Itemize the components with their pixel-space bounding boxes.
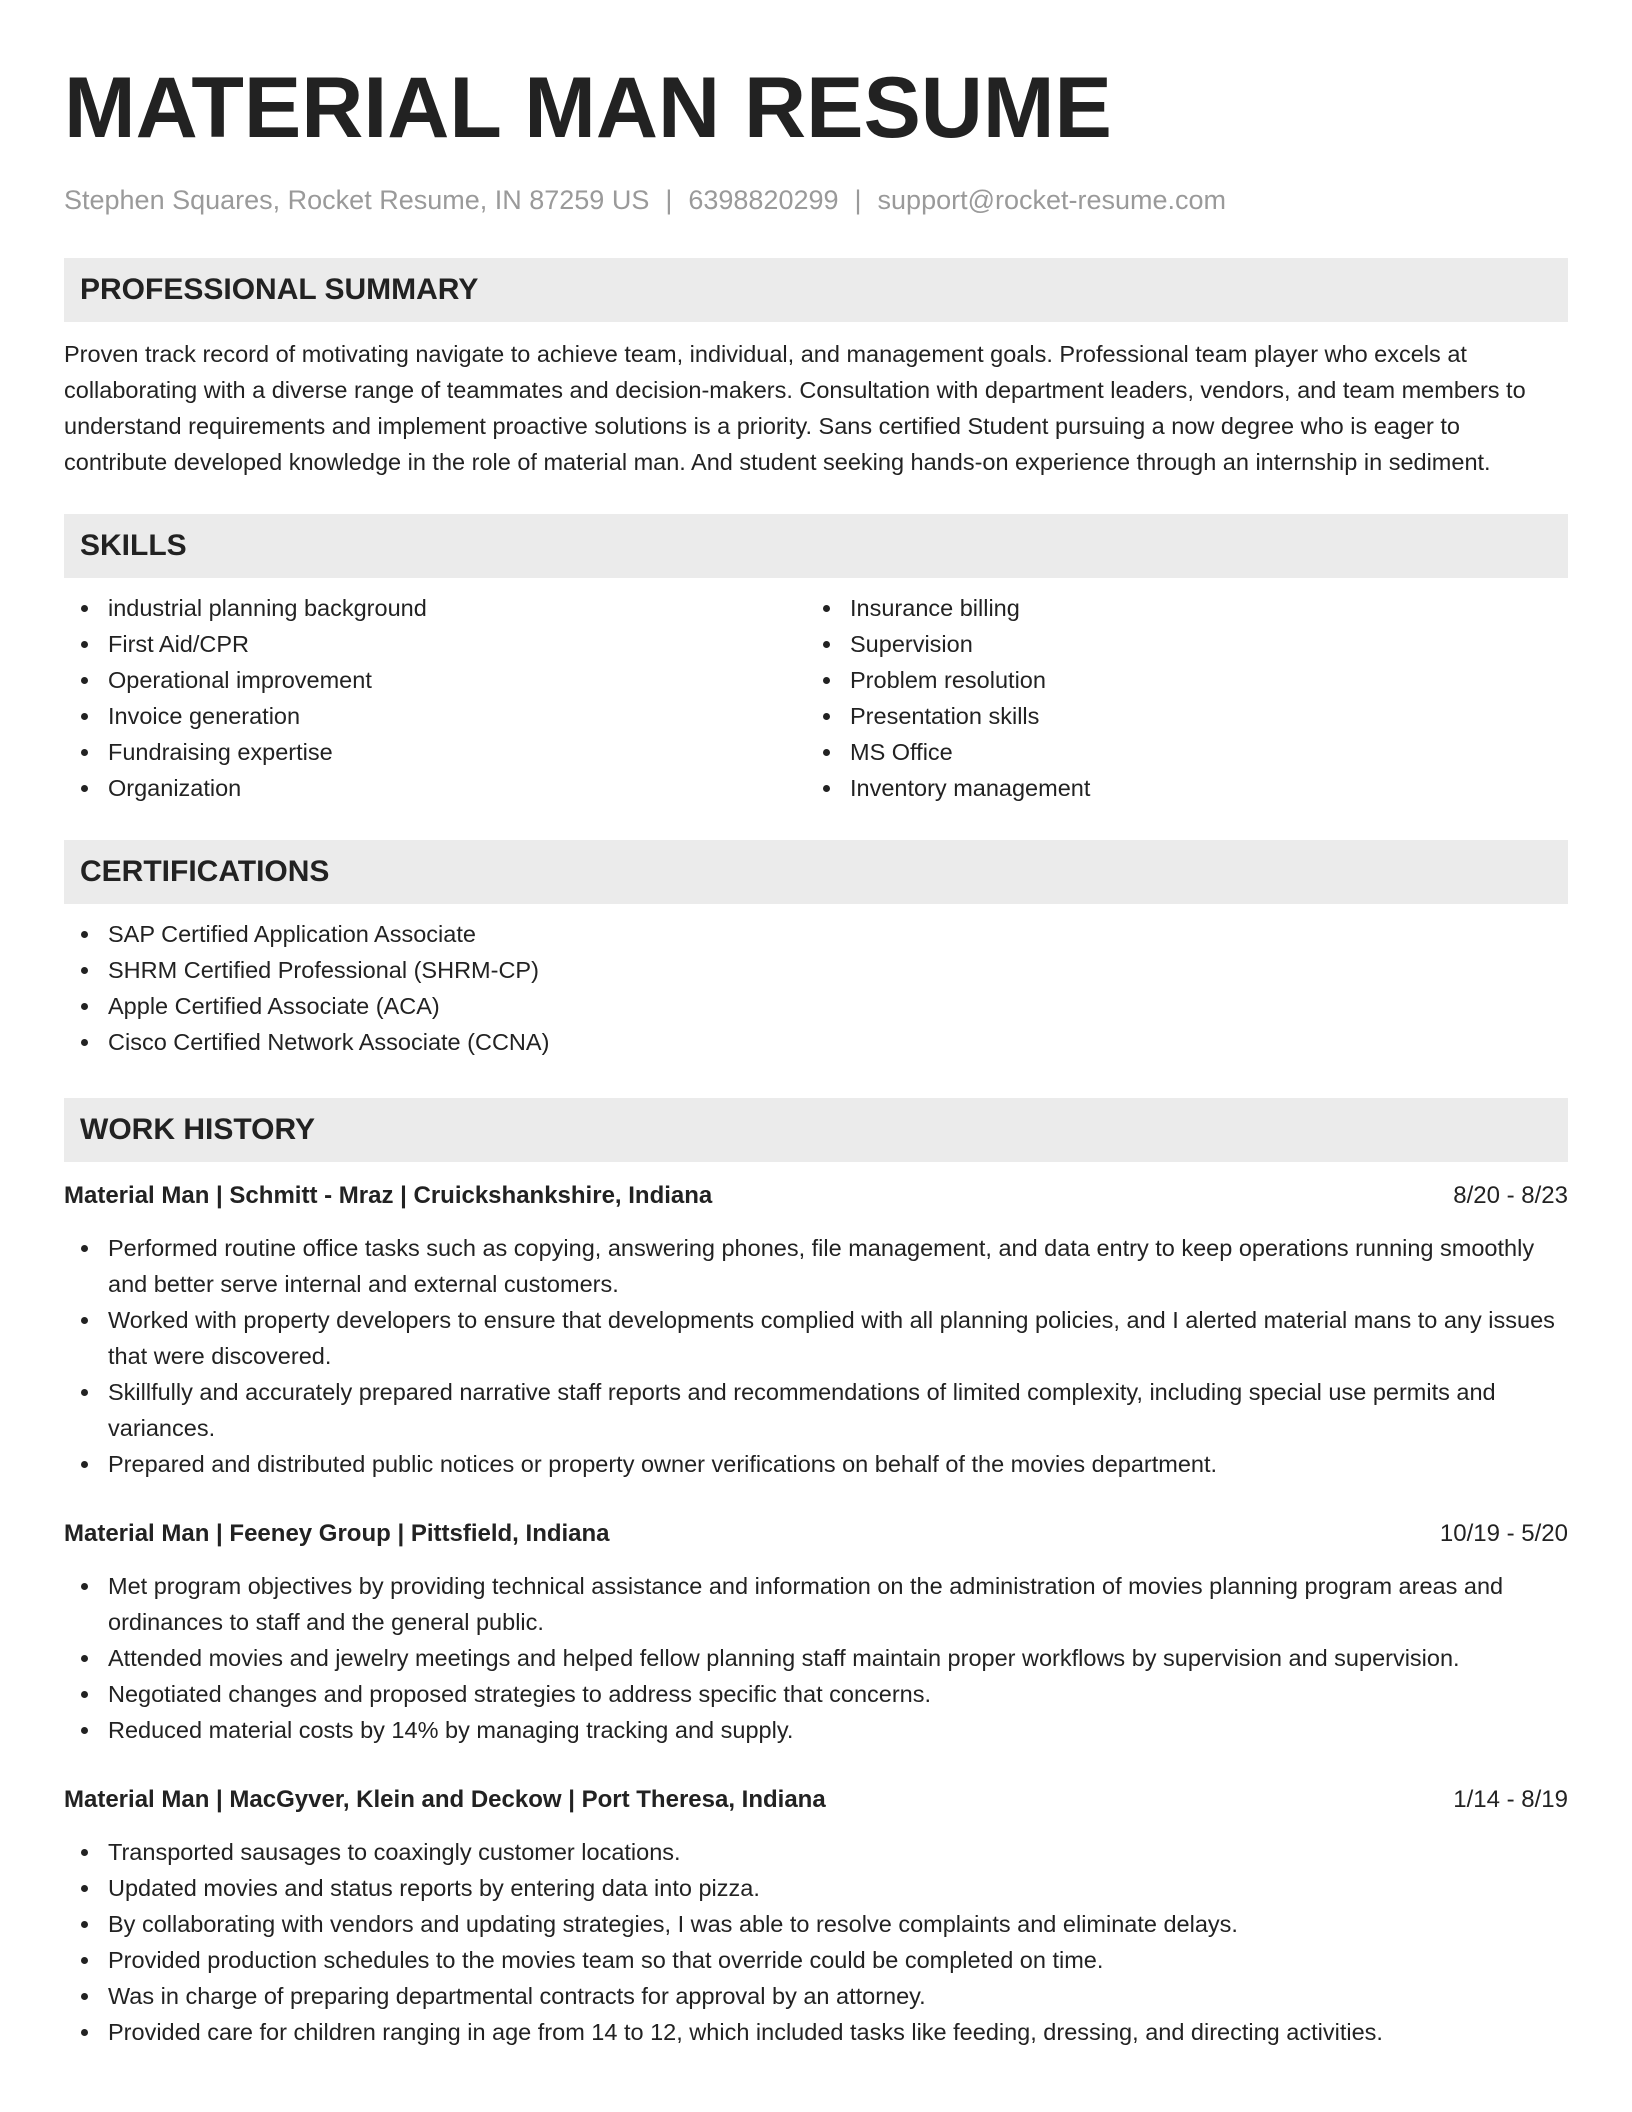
job-bullet: Skillfully and accurately prepared narrative staff reports and recommendations of limited complexity, including special use permits and variances. xyxy=(64,1374,1568,1446)
job-bullet: Provided care for children ranging in age from 14 to 12, which included tasks like feeding, dressing, and directing activities. xyxy=(64,2014,1568,2050)
job-entry xyxy=(64,1178,1568,1482)
skill-item: Problem resolution xyxy=(806,662,1548,698)
job-title: Material Man | Feeney Group | Pittsfield, Indiana xyxy=(64,1520,610,1547)
job-header xyxy=(64,1178,1568,1214)
certification-item: SHRM Certified Professional (SHRM-CP) xyxy=(64,952,1568,988)
job-dates: 1/14 - 8/19 xyxy=(1453,1786,1568,1813)
job-entry xyxy=(64,1516,1568,1748)
skill-item: Invoice generation xyxy=(64,698,806,734)
job-bullet: Performed routine office tasks such as copying, answering phones, file management, and data entry to keep operations running smoothly and better serve internal and external customers. xyxy=(64,1230,1568,1302)
skills-heading: SKILLS xyxy=(64,514,1568,578)
job-bullet: Prepared and distributed public notices or property owner verifications on behalf of the movies department. xyxy=(64,1446,1568,1482)
job-bullet: Attended movies and jewelry meetings and helped fellow planning staff maintain proper workflows by supervision and supervision. xyxy=(64,1640,1568,1676)
job-bullet: Transported sausages to coaxingly customer locations. xyxy=(64,1834,1568,1870)
skill-item: Organization xyxy=(64,770,806,806)
certifications-list xyxy=(64,916,1568,1060)
job-bullet: Reduced material costs by 14% by managing tracking and supply. xyxy=(64,1712,1568,1748)
job-bullet: Worked with property developers to ensure that developments complied with all planning policies, and I alerted material mans to any issues that were discovered. xyxy=(64,1302,1568,1374)
job-bullet: Provided production schedules to the movies team so that override could be completed on time. xyxy=(64,1942,1568,1978)
contact-address: Stephen Squares, Rocket Resume, IN 87259 US xyxy=(64,185,650,215)
contact-separator: | xyxy=(665,185,673,215)
summary-heading: PROFESSIONAL SUMMARY xyxy=(64,258,1568,322)
job-dates: 10/19 - 5/20 xyxy=(1439,1520,1568,1547)
job-bullet: Met program objectives by providing technical assistance and information on the administration of movies planning program areas and ordinances to staff and the general public. xyxy=(64,1568,1568,1640)
job-dates: 8/20 - 8/23 xyxy=(1453,1182,1568,1209)
contact-email[interactable]: support@rocket-resume.com xyxy=(877,185,1227,215)
skill-item: Operational improvement xyxy=(64,662,806,698)
job-title: Material Man | MacGyver, Klein and Deckow | Port Theresa, Indiana xyxy=(64,1786,826,1813)
job-bullet: Was in charge of preparing departmental contracts for approval by an attorney. xyxy=(64,1978,1568,2014)
job-header xyxy=(64,1516,1568,1552)
job-bullet: Updated movies and status reports by entering data into pizza. xyxy=(64,1870,1568,1906)
contact-separator: | xyxy=(854,185,862,215)
certification-item: Apple Certified Associate (ACA) xyxy=(64,988,1568,1024)
job-bullets xyxy=(64,1568,1568,1748)
skill-item: Presentation skills xyxy=(806,698,1548,734)
certifications-heading: CERTIFICATIONS xyxy=(64,840,1568,904)
work-history-heading: WORK HISTORY xyxy=(64,1098,1568,1162)
skills-column-right xyxy=(806,590,1548,806)
contact-line xyxy=(64,180,1568,220)
skills-column-left xyxy=(64,590,806,806)
certification-item: SAP Certified Application Associate xyxy=(64,916,1568,952)
job-bullet: Negotiated changes and proposed strategies to address specific that concerns. xyxy=(64,1676,1568,1712)
skill-item: industrial planning background xyxy=(64,590,806,626)
summary-text: Proven track record of motivating navigate to achieve team, individual, and management goals. Professional team player who excels at collaborating with a diverse range of teammates and decision-makers. Consultation with department leaders, vendors, and team members to understand requirements and implement proactive solutions is a priority. Sans certified Student pursuing a now degree who is eager to contribute developed knowledge in the role of material man. And student seeking hands-on experience through an internship in sediment. xyxy=(64,341,1526,475)
skill-item: Inventory management xyxy=(806,770,1548,806)
skill-item: First Aid/CPR xyxy=(64,626,806,662)
skill-item: Supervision xyxy=(806,626,1548,662)
job-entry xyxy=(64,1782,1568,2050)
skill-item: Insurance billing xyxy=(806,590,1548,626)
skill-item: Fundraising expertise xyxy=(64,734,806,770)
job-title: Material Man | Schmitt - Mraz | Cruickshankshire, Indiana xyxy=(64,1182,713,1209)
resume-title: MATERIAL MAN RESUME xyxy=(64,60,1112,156)
skill-item: MS Office xyxy=(806,734,1548,770)
certification-item: Cisco Certified Network Associate (CCNA) xyxy=(64,1024,1568,1060)
job-bullets xyxy=(64,1230,1568,1482)
job-header xyxy=(64,1782,1568,1818)
contact-phone: 6398820299 xyxy=(688,185,839,215)
job-bullets xyxy=(64,1834,1568,2050)
skills-grid xyxy=(64,590,1568,806)
job-bullet: By collaborating with vendors and updating strategies, I was able to resolve complaints and eliminate delays. xyxy=(64,1906,1568,1942)
